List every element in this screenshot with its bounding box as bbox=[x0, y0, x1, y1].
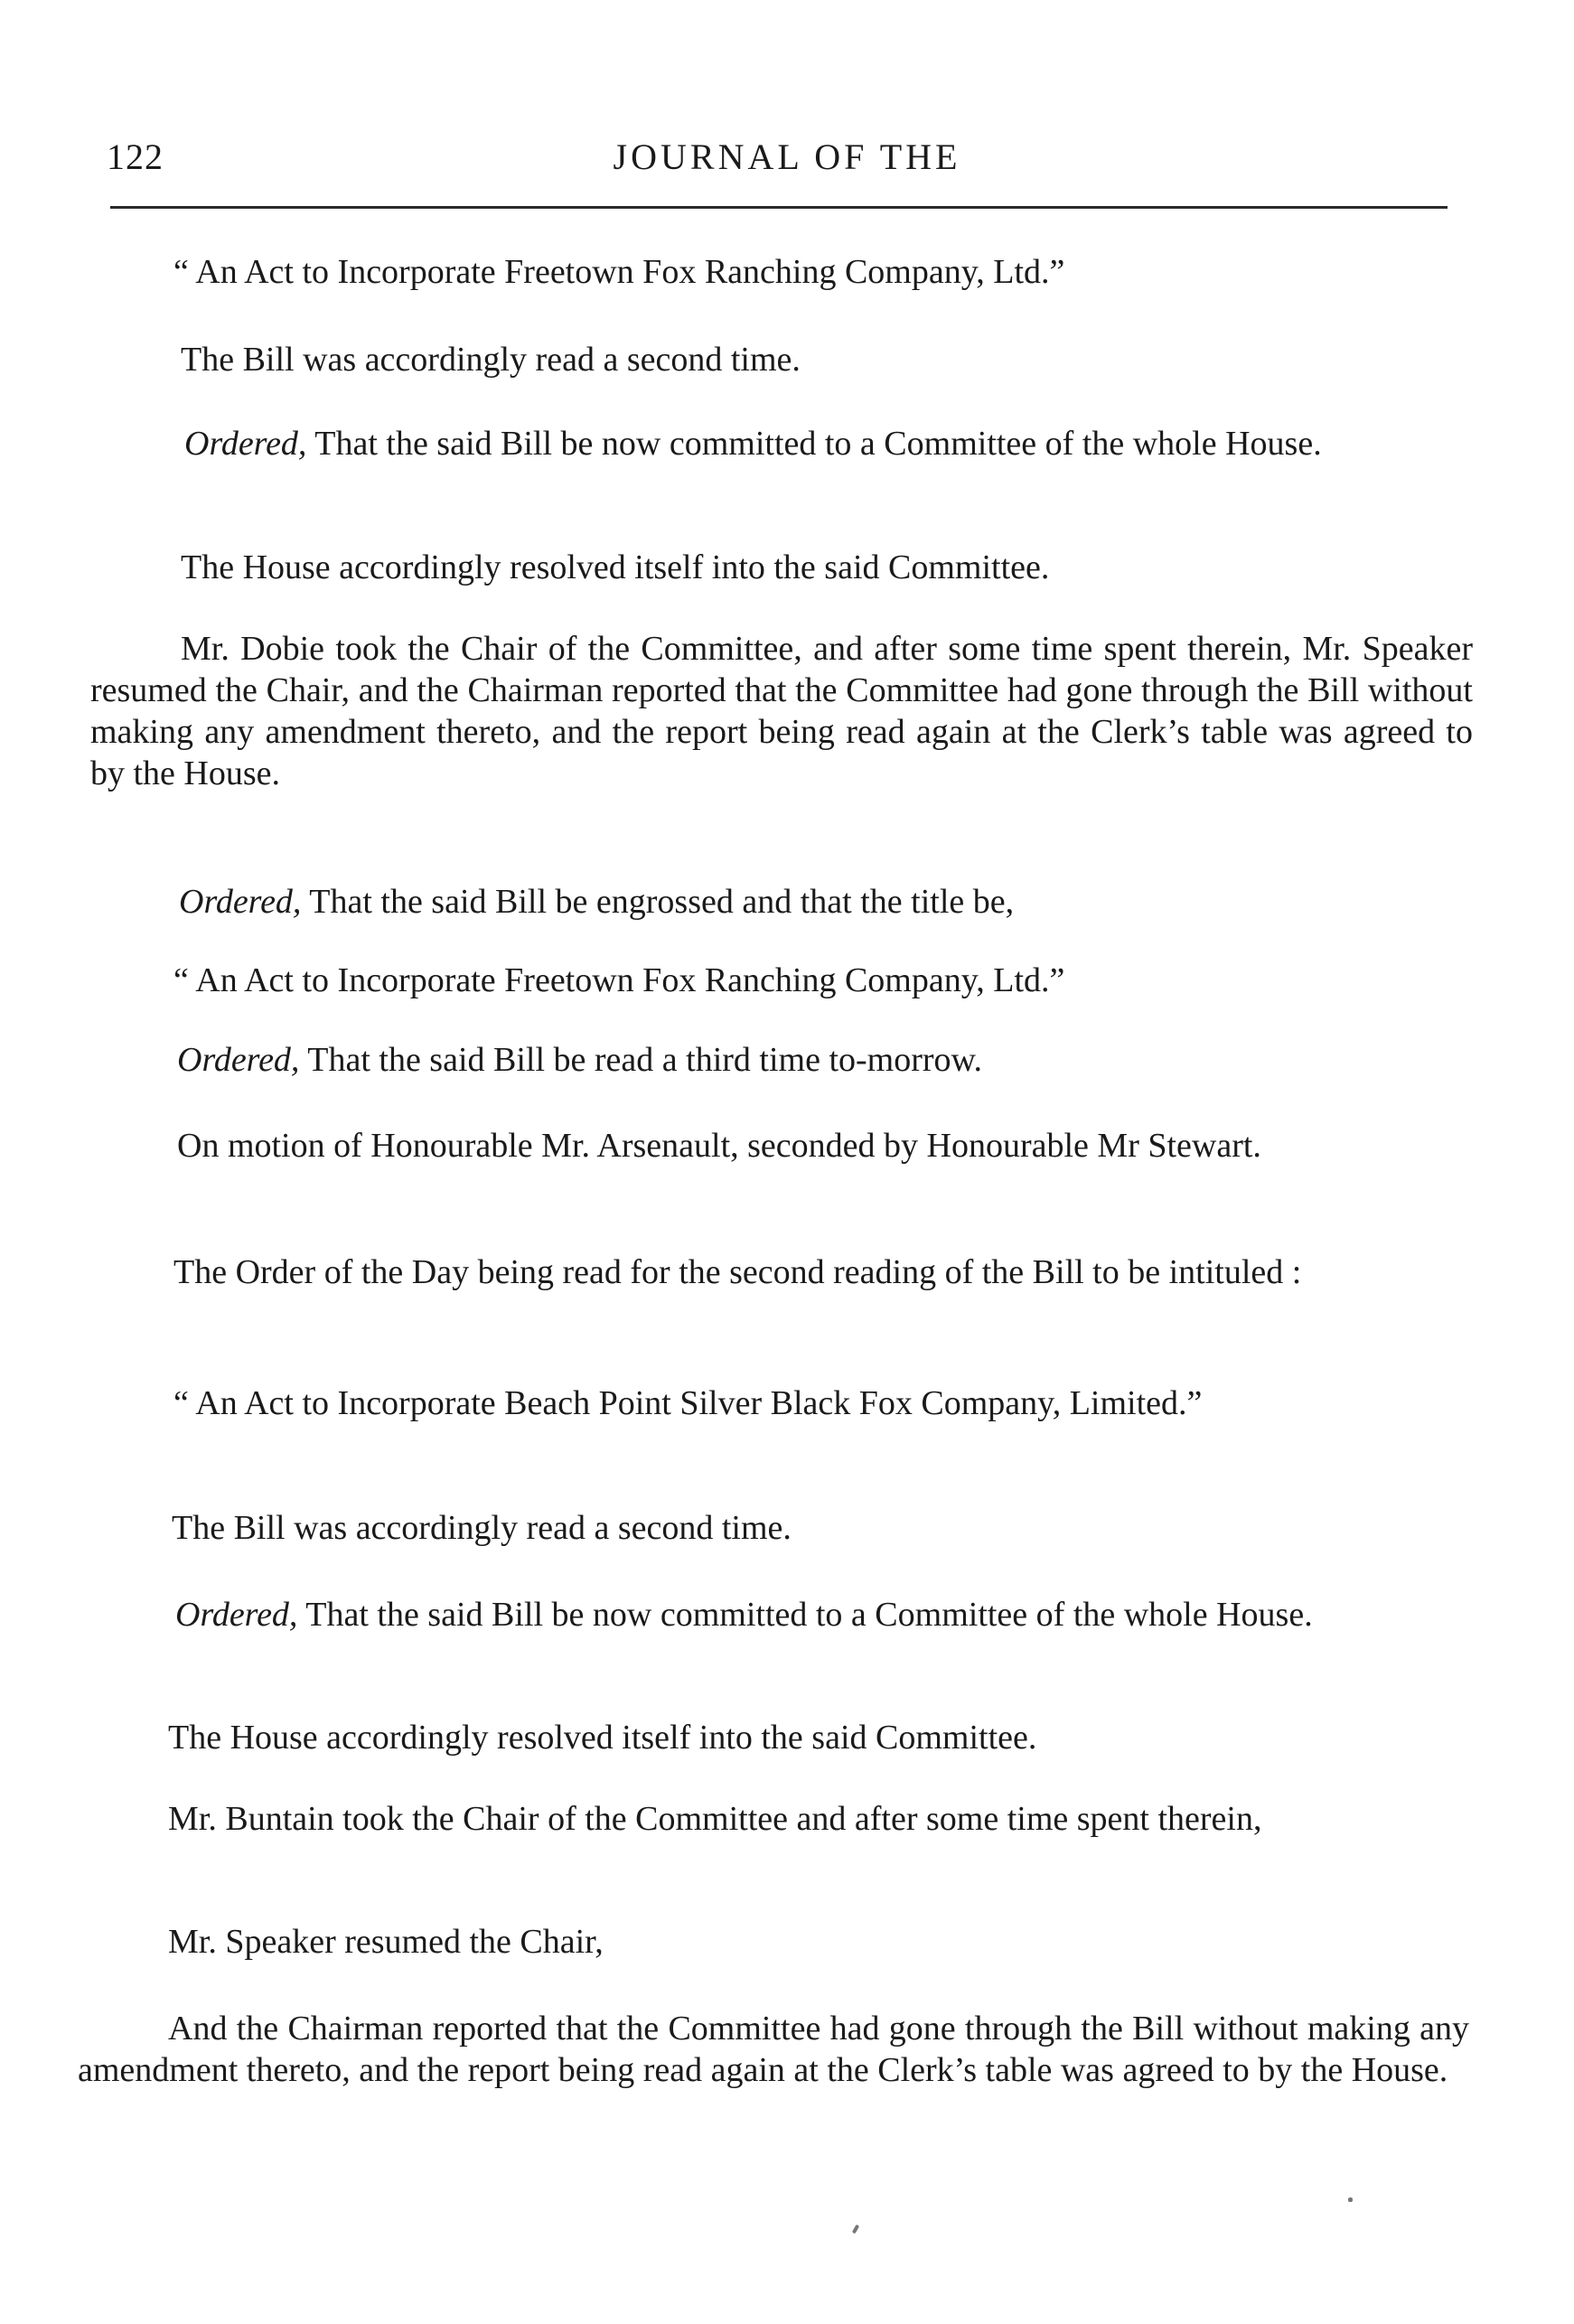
running-title: JOURNAL OF THE bbox=[613, 136, 961, 177]
print-speck bbox=[1348, 2197, 1353, 2202]
paragraph-8 bbox=[87, 1039, 1469, 1081]
ordered-lead: Ordered, bbox=[179, 883, 302, 921]
paragraph-text: That the said Bill be engrossed and that the title be, bbox=[301, 883, 1015, 921]
paragraph-text: That the said Bill be read a third time to-morrow. bbox=[299, 1041, 983, 1079]
paragraph-13 bbox=[85, 1594, 1476, 1635]
print-speck bbox=[852, 2225, 859, 2235]
paragraph-17: And the Chairman reported that the Committee had gone through the Bill without making any amendment thereto, and the report being read again at the Clerk’s table was agreed to by the House. bbox=[78, 2010, 1469, 2089]
paragraph-5: Mr. Dobie took the Chair of the Committee, and after some time spent therein, Mr. Speaker resumed the Chair, and the Chairman reported that the Committee had gone through the Bill without making any amendment thereto, and the report being read again at the Clerk’s table was agreed to by the House. bbox=[90, 630, 1473, 792]
header-rule bbox=[110, 206, 1448, 209]
ordered-lead: Ordered, bbox=[184, 425, 307, 463]
paragraph-3 bbox=[94, 423, 1476, 464]
paragraph-9: On motion of Honourable Mr. Arsenault, seconded by Honourable Mr Stewart. bbox=[177, 1127, 1261, 1165]
ordered-lead: Ordered, bbox=[175, 1596, 298, 1634]
paragraph-text: That the said Bill be now committed to a Committee of the whole House. bbox=[297, 1596, 1313, 1634]
paragraph-14: The House accordingly resolved itself into the said Committee. bbox=[168, 1719, 1037, 1757]
paragraph-11: “ An Act to Incorporate Beach Point Silver Black Fox Company, Limited.” bbox=[173, 1384, 1203, 1422]
ordered-lead: Ordered, bbox=[177, 1041, 300, 1079]
paragraph-text: That the said Bill be now committed to a Committee of the whole House. bbox=[306, 425, 1322, 463]
paragraph-2: The Bill was accordingly read a second time. bbox=[181, 341, 801, 379]
page-number: 122 bbox=[107, 136, 164, 177]
paragraph-6 bbox=[89, 881, 1471, 923]
paragraph-15: Mr. Buntain took the Chair of the Committee and after some time spent therein, bbox=[168, 1800, 1262, 1838]
paragraph-16: Mr. Speaker resumed the Chair, bbox=[168, 1923, 604, 1961]
paragraph-12: The Bill was accordingly read a second time. bbox=[172, 1509, 792, 1547]
paragraph-10: The Order of the Day being read for the second reading of the Bill to be intituled : bbox=[173, 1253, 1302, 1291]
paragraph-7: “ An Act to Incorporate Freetown Fox Ranching Company, Ltd.” bbox=[173, 961, 1065, 999]
paragraph-4: The House accordingly resolved itself into the said Committee. bbox=[181, 548, 1050, 586]
paragraph-1: “ An Act to Incorporate Freetown Fox Ranching Company, Ltd.” bbox=[173, 253, 1065, 291]
